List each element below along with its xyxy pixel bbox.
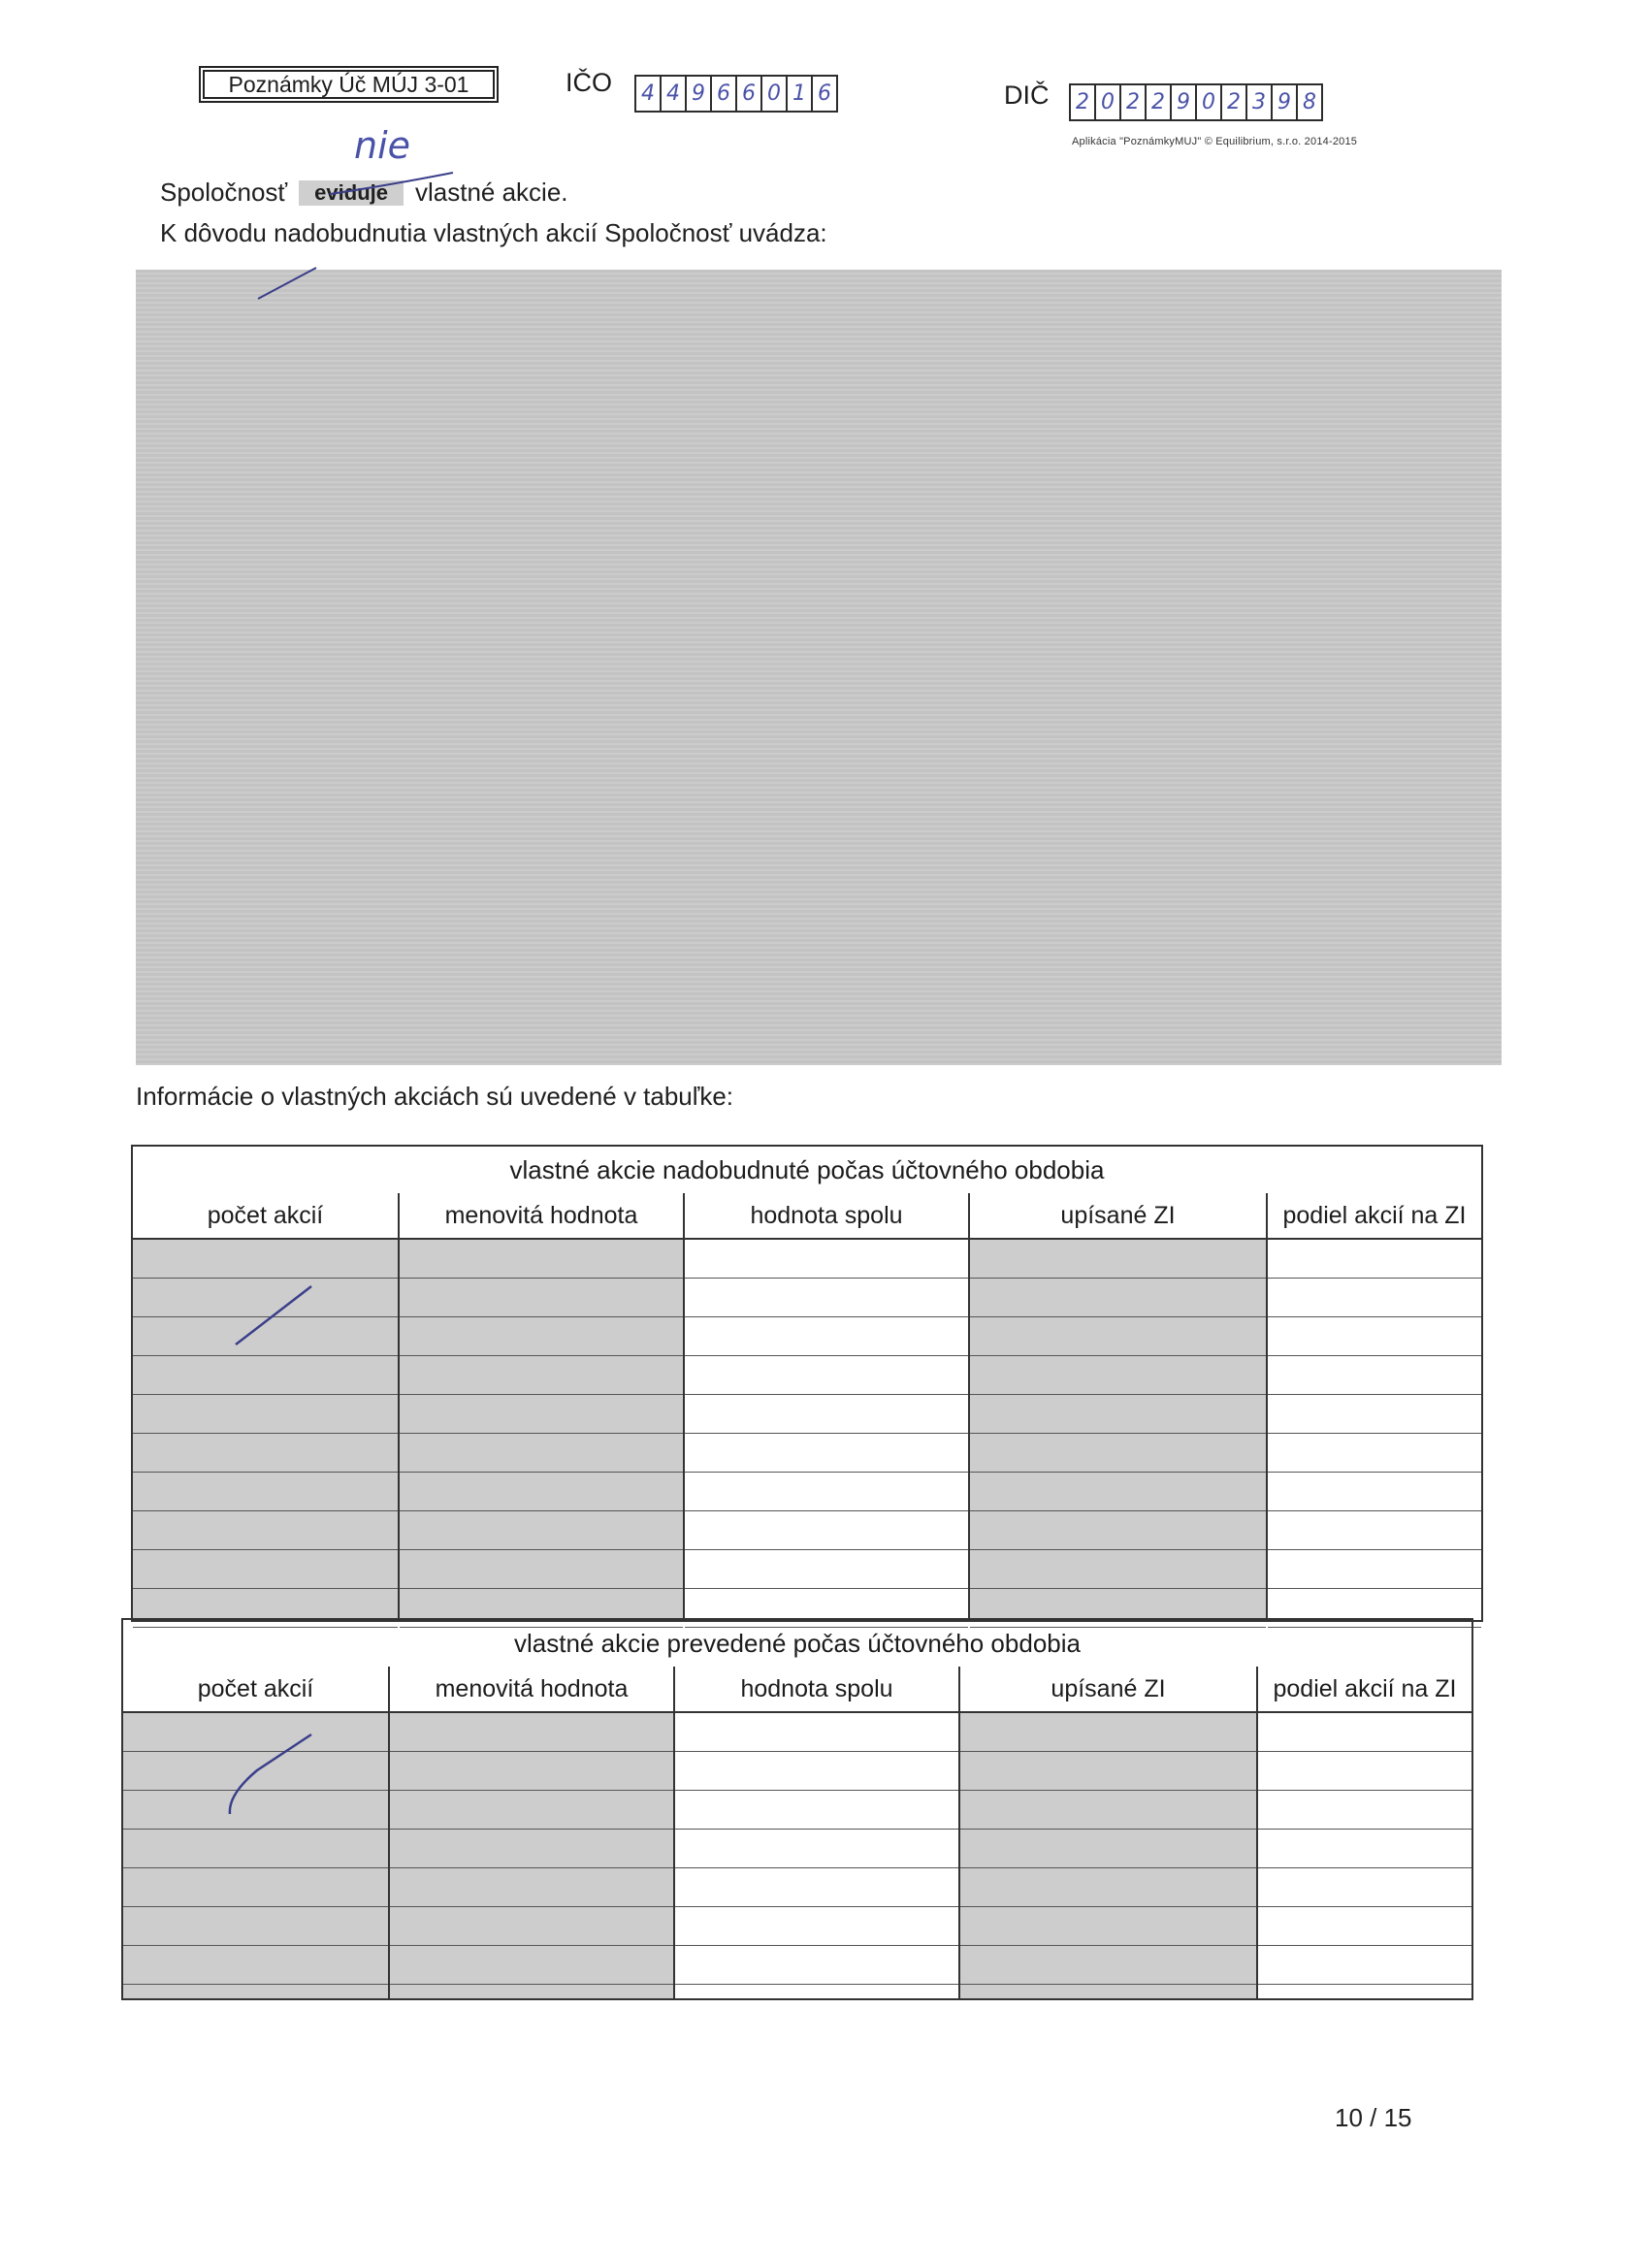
col-nominal-value — [390, 1667, 675, 1998]
ico-label: IČO — [566, 68, 613, 97]
col-share-ratio — [1258, 1667, 1471, 1998]
ico-digit: 0 — [760, 75, 788, 113]
table-intro: Informácie o vlastných akciách sú uvedené v tabuľke: — [136, 1082, 734, 1111]
transferred-table-title: vlastné akcie prevedené počas účtovného obdobia — [123, 1620, 1471, 1669]
dic-digit: 2 — [1145, 83, 1172, 121]
col-total-value — [685, 1193, 970, 1620]
dic-digit: 3 — [1245, 83, 1273, 121]
col-share-count — [123, 1667, 390, 1998]
app-credit: Aplikácia "PoznámkyMUJ" © Equilibrium, s.r.o. 2014-2015 — [1072, 136, 1358, 147]
col-header: menovitá hodnota — [390, 1667, 673, 1713]
acquired-table-title: vlastné akcie nadobudnuté počas účtovného obdobia — [133, 1147, 1481, 1195]
statement-prefix: Spoločnosť — [160, 178, 288, 207]
col-share-count — [133, 1193, 400, 1620]
dic-digit: 9 — [1170, 83, 1197, 121]
ico-digit: 4 — [634, 75, 662, 113]
dic-digit: 0 — [1094, 83, 1121, 121]
ico-digit: 6 — [811, 75, 838, 113]
col-share-ratio — [1268, 1193, 1481, 1620]
ico-digit: 9 — [685, 75, 712, 113]
col-nominal-value — [400, 1193, 685, 1620]
col-total-value — [675, 1667, 960, 1998]
col-header: upísané ZI — [960, 1667, 1256, 1713]
acquired-shares-table — [131, 1145, 1483, 1622]
col-subscribed-capital — [960, 1667, 1258, 1998]
col-header: hodnota spolu — [675, 1667, 958, 1713]
ico-digit: 4 — [660, 75, 687, 113]
reason-field-shaded — [136, 270, 1502, 1065]
struck-word: eviduje — [299, 180, 404, 206]
dic-digit: 0 — [1195, 83, 1222, 121]
dic-digit: 9 — [1271, 83, 1298, 121]
col-header: menovitá hodnota — [400, 1193, 683, 1240]
handwritten-dash-mark — [218, 1727, 325, 1824]
ico-digit: 1 — [786, 75, 813, 113]
col-header: podiel akcií na ZI — [1268, 1193, 1481, 1240]
ico-digit: 6 — [710, 75, 737, 113]
form-id-label: Poznámky Úč MÚJ 3-01 — [228, 71, 469, 97]
ico-digits — [636, 75, 838, 113]
col-header: podiel akcií na ZI — [1258, 1667, 1471, 1713]
handwritten-correction: nie — [354, 124, 411, 167]
col-header: hodnota spolu — [685, 1193, 968, 1240]
statement-suffix: vlastné akcie. — [414, 178, 568, 207]
col-header: počet akcií — [123, 1667, 388, 1713]
dic-digit: 2 — [1220, 83, 1247, 121]
dic-digit: 2 — [1119, 83, 1147, 121]
strike-through-stroke — [325, 165, 461, 204]
dic-digit: 8 — [1296, 83, 1323, 121]
col-header: počet akcií — [133, 1193, 398, 1240]
dic-digits — [1071, 83, 1323, 121]
dic-digit: 2 — [1069, 83, 1096, 121]
handwritten-dash-mark — [228, 1279, 325, 1356]
ico-digit: 6 — [735, 75, 762, 113]
dic-label: DIČ — [1004, 81, 1050, 110]
handwritten-dash-mark — [252, 260, 330, 308]
col-header: upísané ZI — [970, 1193, 1266, 1240]
col-subscribed-capital — [970, 1193, 1268, 1620]
form-id-box — [199, 66, 499, 103]
reason-prompt: K dôvodu nadobudnutia vlastných akcií Spoločnosť uvádza: — [160, 218, 827, 247]
page-number: 10 / 15 — [1335, 2103, 1412, 2132]
